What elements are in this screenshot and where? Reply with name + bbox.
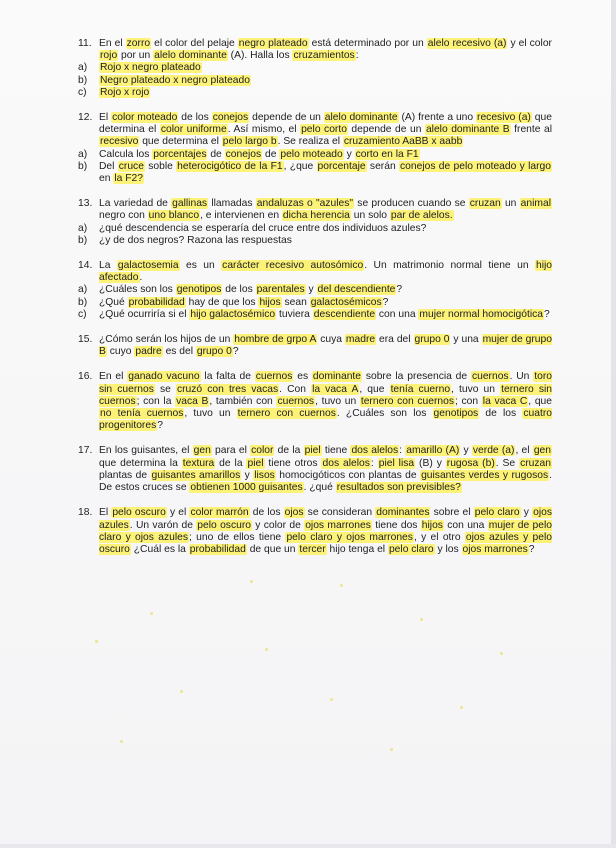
highlight-mark: porcentajes: [153, 148, 207, 160]
highlight-mark: heterocigótico de la F1: [177, 160, 283, 172]
highlight-mark: ternero sin cuernos: [99, 383, 552, 407]
highlight-mark: pelo largo b: [222, 136, 277, 148]
highlight-mark: dos alelos: [322, 457, 370, 469]
question-list: [78, 38, 552, 569]
question-number: 15.: [78, 334, 93, 346]
highlight-mark: gen: [193, 445, 211, 457]
highlight-mark: la vaca A: [312, 383, 359, 395]
highlight-mark: hijo galactosémico: [190, 308, 276, 320]
highlight-mark: alelo recesivo (a): [427, 38, 507, 49]
option-a: [78, 149, 552, 161]
highlight-mark: galactosémicos: [310, 296, 382, 308]
question-16: [78, 371, 552, 432]
highlight-mark: pelo moteado: [280, 148, 343, 160]
highlight-mark: verde (a): [472, 445, 515, 457]
question-number: 17.: [78, 445, 93, 457]
option-letter: a): [78, 148, 88, 160]
highlight-mark: amarillo (A): [406, 445, 460, 457]
option-text: [99, 75, 251, 86]
scan-edge-bottom: [0, 844, 616, 848]
question-text: El color moteado de los conejos depende de un alelo dominante (A) frente a uno recesivo (a) que determina el color uniforme. Así mismo, el pelo corto depende de un alelo dominante B frente al recesivo que determina el pelo largo b. Se realiza el cruzamiento AaBB x aabb: [99, 112, 552, 148]
bleed-mark: [120, 740, 123, 743]
highlight-mark: hijos: [259, 296, 281, 308]
highlight-mark: del descendiente: [317, 284, 396, 296]
option-letter: b): [78, 74, 88, 86]
highlight-mark: piel: [247, 457, 264, 469]
option-text: ¿Cuáles son los genotipos de los parentales y del descendiente?: [99, 284, 403, 296]
highlight-mark: cruce: [118, 160, 144, 172]
highlight-mark: mujer de grupo B: [99, 334, 552, 358]
question-14: [78, 260, 552, 321]
question-18: [78, 507, 552, 556]
option-letter: c): [78, 86, 87, 98]
highlight-mark: gen: [533, 445, 551, 457]
option-text: Calcula los porcentajes de conejos de pelo moteado y corto en la F1: [99, 148, 419, 160]
highlight-mark: porcentaje: [317, 160, 366, 172]
highlight-mark: hijo afectado: [99, 260, 552, 284]
question-text: En los guisantes, el gen para el color de la piel tiene dos alelos: amarillo (A) y verde (a), el gen que determina la textura de la piel tiene otros dos alelos: piel lisa (B) y rugosa (b). Se cruzan plantas de guisantes amarillos y lisos homocigóticos con plantas de guisantes verdes y rugosos. De estos cruces se obtienen 1000 guisantes. ¿qué resultados son previsibles?: [99, 445, 552, 494]
highlight-mark: cruzamientos: [293, 50, 355, 62]
highlight-mark: pelo claro y ojos marrones: [286, 531, 413, 543]
question-text: En el zorro el color del pelaje negro plateado está determinado por un alelo recesivo (a) y el color rojo por un alelo dominante (A). Halla los cruzamientos:: [99, 38, 552, 62]
question-text: La variedad de gallinas llamadas andaluzas o "azules" se producen cuando se cruzan un animal negro con uno blanco, e intervienen en dicha herencia un solo par de alelos.: [99, 198, 551, 222]
highlight-mark: cuernos: [277, 395, 315, 407]
question-number: 14.: [78, 260, 93, 272]
question-text: El pelo oscuro y el color marrón de los ojos se consideran dominantes sobre el pelo claro y ojos azules. Un varón de pelo oscuro y color de ojos marrones tiene dos hijos con una mujer de pelo claro y ojos azules; uno de ellos tiene pelo claro y ojos marrones, y el otro ojos azules y pelo oscuro ¿Cuál es la probabilidad de que un tercer hijo tenga el pelo claro y los ojos marrones?: [99, 507, 553, 555]
highlight-mark: galactosemia: [117, 260, 179, 272]
highlight-mark: dominantes: [376, 507, 430, 519]
highlight-mark: ganado vacuno: [128, 371, 200, 383]
option-text: ¿qué descendencia se esperaría del cruce entre dos individuos azules?: [99, 222, 427, 234]
highlight-mark: negro plateado: [238, 38, 308, 49]
highlight-mark: gallinas: [172, 198, 208, 210]
highlight-mark: animal: [520, 198, 551, 210]
highlight-mark: cruzó con tres vacas: [176, 383, 279, 395]
question-text: ¿Cómo serán los hijos de un hombre de grpo A cuya madre era del grupo 0 y una mujer de grupo B cuyo padre es del grupo 0?: [99, 334, 552, 358]
highlight-mark: Negro plateado x negro plateado: [100, 74, 250, 86]
highlight-mark: probabilidad: [128, 296, 185, 308]
highlight-mark: probabilidad: [189, 543, 246, 555]
highlight-mark: toro sin cuernos: [99, 371, 552, 395]
highlight-mark: color marrón: [190, 507, 249, 519]
highlight-mark: vaca B: [176, 395, 209, 407]
highlight-mark: cruzan: [520, 457, 551, 469]
highlight-mark: hijos: [421, 519, 443, 531]
question-number: 13.: [78, 198, 93, 210]
highlight-mark: cuatro progenitores: [99, 408, 552, 432]
option-letter: b): [78, 234, 88, 246]
highlight-mark: no tenía cuernos: [100, 408, 184, 420]
highlight-mark: ojos marrones: [305, 519, 371, 531]
highlight-mark: zorro: [126, 38, 151, 49]
question-text: En el ganado vacuno la falta de cuernos es dominante sobre la presencia de cuernos. Un toro sin cuernos se cruzó con tres vacas. Con la vaca A, que tenía cuerno, tuvo un ternero sin cuernos; con la vaca B, también con cuernos, tuvo un ternero con cuernos; con la vaca C, que no tenía cuernos, tuvo un ternero con cuernos. ¿Cuáles son los genotipos de los cuatro progenitores?: [99, 371, 552, 432]
highlight-mark: piel lisa: [378, 457, 415, 469]
highlight-mark: lisos: [254, 469, 275, 481]
option-text: ¿Qué ocurriría si el hijo galactosémico tuviera descendiente con una mujer normal homocigótica?: [99, 308, 550, 320]
highlight-mark: guisantes verdes y rugosos: [421, 469, 549, 481]
highlight-mark: color uniforme: [160, 124, 227, 136]
highlight-mark: alelo dominante: [154, 50, 227, 62]
highlight-mark: madre: [345, 334, 376, 346]
option-text: ¿Qué probabilidad hay de que los hijos sean galactosémicos?: [99, 296, 389, 308]
question-11: [78, 38, 552, 99]
option-b: [78, 161, 552, 185]
highlight-mark: hombre de grpo A: [234, 334, 317, 346]
option-text: ¿y de dos negros? Razona las respuestas: [99, 234, 292, 246]
highlight-mark: pelo corto: [301, 124, 347, 136]
highlight-mark: descendiente: [313, 308, 376, 320]
question-number: 18.: [78, 507, 93, 519]
question-number: 16.: [78, 371, 93, 383]
highlight-mark: pelo claro: [388, 543, 434, 555]
highlight-mark: resultados son previsibles?: [336, 482, 461, 494]
bleed-mark: [340, 584, 343, 587]
highlight-mark: dos alelos: [351, 445, 399, 457]
highlight-mark: ojos marrones: [462, 543, 528, 555]
highlight-mark: la F2?: [114, 173, 143, 185]
option-letter: a): [78, 222, 88, 234]
highlight-mark: la vaca C: [482, 395, 528, 407]
highlight-mark: pelo claro: [474, 507, 520, 519]
highlight-mark: cuernos: [255, 371, 293, 383]
highlight-mark: grupo 0: [414, 334, 450, 346]
bleed-mark: [250, 580, 253, 583]
scan-edge-right: [611, 0, 616, 848]
highlight-mark: Rojo x negro plateado: [100, 62, 201, 74]
option-text: [99, 62, 202, 73]
highlight-mark: ojos azules: [99, 507, 552, 531]
highlight-mark: cruzamiento AaBB x aabb: [343, 136, 463, 148]
bleed-mark: [265, 648, 268, 651]
highlight-mark: color: [251, 445, 274, 457]
option-a: [78, 223, 552, 235]
highlight-mark: piel: [304, 445, 321, 457]
highlight-mark: genotipos: [433, 408, 479, 420]
option-a: [78, 284, 552, 296]
highlight-mark: obtienen 1000 guisantes: [190, 482, 303, 494]
question-number: 11.: [78, 38, 92, 49]
option-letter: a): [78, 284, 88, 296]
question-13: [78, 198, 552, 247]
option-b: [78, 75, 552, 87]
highlight-mark: guisantes amarillos: [151, 469, 241, 481]
highlight-mark: alelo dominante B: [425, 124, 510, 136]
highlight-mark: cuernos: [471, 371, 509, 383]
highlight-mark: dominante: [312, 371, 362, 383]
highlight-mark: tenía cuerno: [390, 383, 451, 395]
bleed-mark: [95, 640, 98, 643]
question-15: [78, 334, 552, 358]
highlight-mark: ojos azules y pelo oscuro: [99, 531, 553, 555]
option-c: [78, 87, 552, 99]
highlight-mark: carácter recesivo autosómico: [222, 260, 364, 272]
option-letter: b): [78, 160, 88, 172]
option-text: Del cruce soble heterocigótico de la F1, ¿que porcentaje serán conejos de pelo moteado y largo en la F2?: [99, 160, 551, 185]
question-text: La galactosemia es un carácter recesivo autosómico. Un matrimonio normal tiene un hijo afectado.: [99, 260, 552, 284]
highlight-mark: rojo: [100, 50, 118, 62]
highlight-mark: Rojo x rojo: [100, 86, 150, 98]
highlight-mark: par de alelos.: [390, 210, 453, 222]
highlight-mark: pelo oscuro: [112, 507, 166, 519]
bleed-mark: [180, 690, 183, 693]
highlight-mark: andaluzas o "azules": [256, 198, 354, 210]
highlight-mark: grupo 0: [196, 346, 232, 358]
question-12: [78, 112, 552, 185]
option-letter: c): [78, 308, 87, 320]
highlight-mark: rugosa (b): [446, 457, 495, 469]
highlight-mark: textura: [182, 457, 215, 469]
highlight-mark: corto en la F1: [355, 148, 419, 160]
highlight-mark: mujer de pelo claro y ojos azules: [99, 519, 553, 543]
highlight-mark: recesivo: [100, 136, 139, 148]
option-text: [99, 87, 150, 98]
question-17: [78, 445, 552, 494]
highlight-mark: conejos: [212, 112, 249, 124]
option-letter: b): [78, 296, 88, 308]
highlight-mark: parentales: [256, 284, 305, 296]
option-a: [78, 62, 552, 74]
highlight-mark: alelo dominante: [324, 112, 398, 124]
highlight-mark: mujer normal homocigótica: [419, 308, 544, 320]
highlight-mark: ojos: [284, 507, 304, 519]
highlight-mark: recesivo (a): [477, 112, 531, 124]
highlight-mark: conejos de pelo moteado y largo: [399, 160, 551, 172]
highlight-mark: genotipos: [176, 284, 222, 296]
highlight-mark: ternero con cuernos: [360, 395, 454, 407]
question-number: 12.: [78, 112, 93, 124]
bleed-mark: [390, 748, 393, 751]
highlight-mark: pelo oscuro: [197, 519, 251, 531]
highlight-mark: uno blanco: [148, 210, 200, 222]
highlight-mark: ternero con cuernos: [237, 408, 336, 420]
highlight-mark: padre: [135, 346, 162, 358]
option-letter: a): [78, 62, 88, 74]
bleed-mark: [420, 618, 423, 621]
highlight-mark: color moteado: [112, 112, 178, 124]
bleed-mark: [500, 652, 503, 655]
highlight-mark: conejos: [225, 148, 262, 160]
bleed-mark: [150, 612, 153, 615]
option-b: [78, 235, 552, 247]
highlight-mark: cruzan: [469, 198, 501, 210]
option-b: [78, 297, 552, 309]
highlight-mark: tercer: [299, 543, 326, 555]
bleed-mark: [330, 698, 333, 701]
highlight-mark: dicha herencia: [282, 210, 350, 222]
option-c: [78, 309, 552, 321]
bleed-mark: [460, 706, 463, 709]
